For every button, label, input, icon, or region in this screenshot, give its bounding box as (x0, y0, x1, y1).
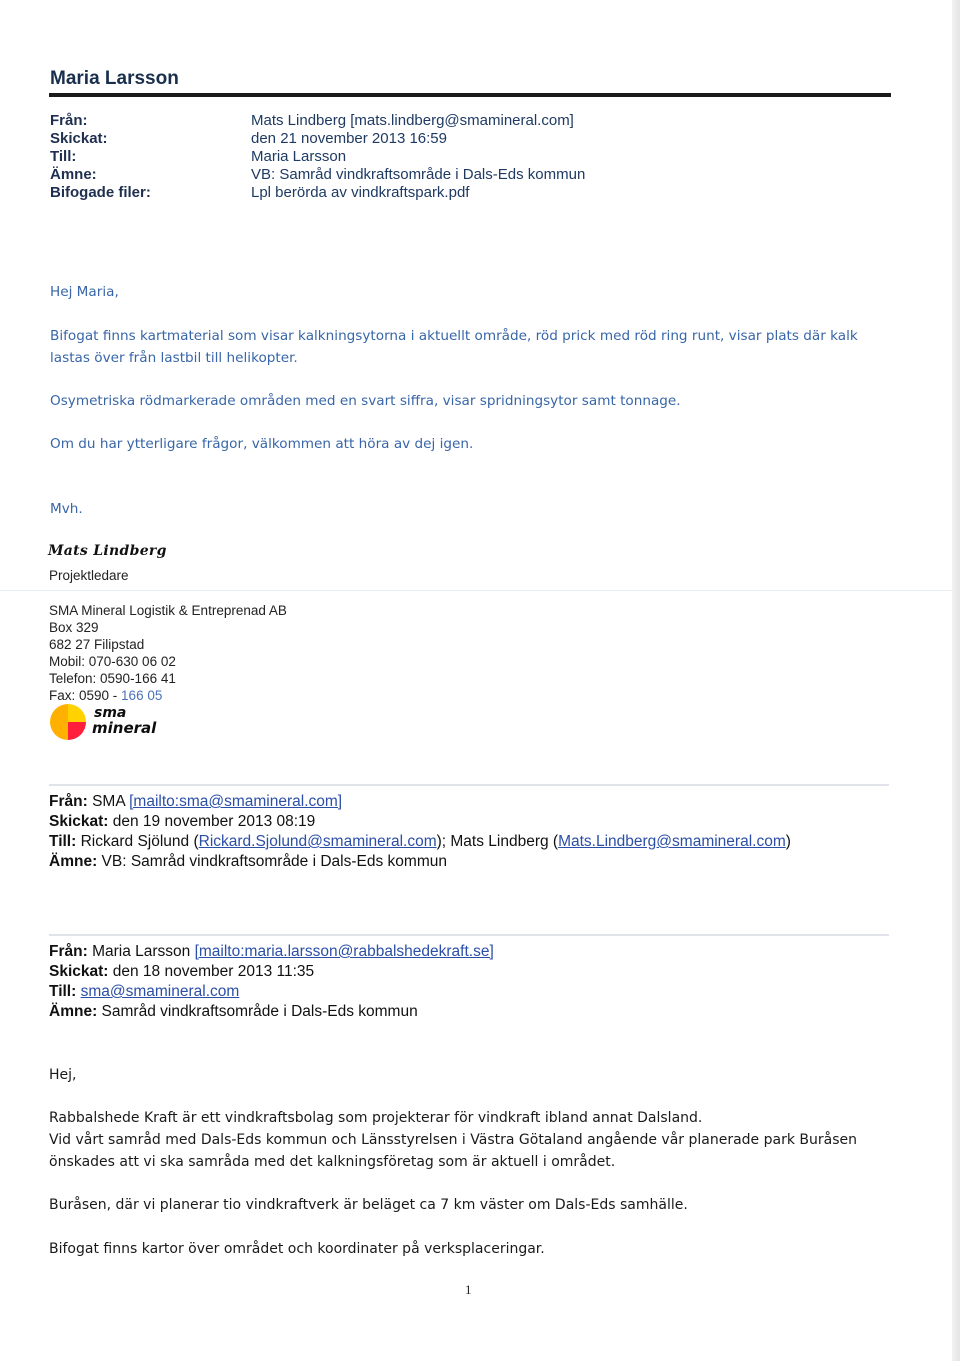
forward1-to-label: Till: (49, 833, 77, 850)
forward2-sent-value: den 18 november 2013 11:35 (112, 963, 315, 980)
subject-label: Ämne: (50, 166, 97, 183)
forward2-sent (49, 962, 494, 982)
message-paragraph-1: Bifogat finns kartmaterial som visar kalkningsytorna i aktuellt område, röd prick med röd ring runt, visar plats där kalk lastas över från lastbil till helikopter. (50, 328, 858, 366)
forward-separator-2 (49, 934, 889, 936)
forward-separator-1 (49, 784, 889, 786)
page-edge-shadow (952, 0, 960, 1361)
logo-circle-icon (50, 704, 86, 740)
forward1-subject-value: VB: Samråd vindkraftsområde i Dals-Eds kommun (101, 853, 447, 870)
message-greeting: Hej Maria, (50, 284, 119, 300)
logo-wordmark (92, 706, 156, 736)
mailbox-owner-name: Maria Larsson (50, 68, 179, 89)
header-to-row (50, 148, 585, 166)
forward2-subject (49, 1002, 494, 1022)
company-box: Box 329 (49, 620, 99, 635)
from-label: Från: (50, 112, 88, 129)
fax-number: 166 05 (121, 688, 163, 703)
from-value: Mats Lindberg [mats.lindberg@smamineral.com] (251, 112, 574, 129)
forward2-subject-value: Samråd vindkraftsområde i Dals-Eds kommun (101, 1003, 418, 1020)
forward1-to-link2[interactable]: Mats.Lindberg@smamineral.com (558, 833, 786, 850)
forward1-subject (49, 852, 791, 872)
subject-value: VB: Samråd vindkraftsområde i Dals-Eds kommun (251, 166, 586, 183)
header-sent-row (50, 130, 585, 148)
message-paragraph-2: Osymetriska rödmarkerade områden med en svart siffra, visar spridningsytor samt tonnage. (50, 393, 681, 409)
forward1-to (49, 832, 791, 852)
attachments-label: Bifogade filer: (50, 184, 151, 201)
header-rule (49, 93, 891, 97)
forward1-from-label: Från: (49, 793, 88, 810)
original-paragraph-1 (49, 1107, 899, 1173)
forward1-sent-value: den 19 november 2013 08:19 (112, 813, 316, 830)
forward2-to (49, 982, 494, 1002)
forward1-from (49, 792, 791, 812)
forward1-header (49, 792, 791, 872)
faint-divider (0, 590, 952, 591)
company-block (49, 602, 287, 704)
attachment-file[interactable]: Lpl berörda av vindkraftspark.pdf (251, 184, 470, 201)
company-name: SMA Mineral Logistik & Entreprenad AB (49, 603, 287, 618)
signature-handwritten-name: Mats Lindberg (48, 543, 167, 559)
forward2-to-link[interactable]: sma@smamineral.com (80, 983, 240, 1000)
sma-mineral-logo (50, 704, 180, 742)
forward2-subject-label: Ämne: (49, 1003, 98, 1020)
message-closing: Mvh. (50, 501, 83, 517)
forward2-sent-label: Skickat: (49, 963, 109, 980)
logo-line-2: mineral (92, 719, 157, 737)
original-line-2: Vid vårt samråd med Dals-Eds kommun och Länsstyrelsen i Västra Götaland angående vår planerade park Buråsen (49, 1132, 857, 1148)
forward2-header (49, 942, 494, 1022)
sent-value: den 21 november 2013 16:59 (251, 130, 447, 147)
forward1-to-name1: Rickard Sjölund ( (80, 833, 199, 850)
email-header (50, 112, 585, 202)
forward2-from (49, 942, 494, 962)
original-paragraph-2: Buråsen, där vi planerar tio vindkraftverk är beläget ca 7 km väster om Dals-Eds samhälle. (49, 1197, 688, 1213)
forward1-sent-label: Skickat: (49, 813, 109, 830)
signature-title: Projektledare (49, 568, 129, 583)
company-city: 682 27 Filipstad (49, 637, 145, 652)
forward2-from-label: Från: (49, 943, 88, 960)
forward1-to-mid: ); Mats Lindberg ( (436, 833, 559, 850)
forward1-to-link1[interactable]: Rickard.Sjolund@smamineral.com (198, 833, 437, 850)
forward1-to-end: ) (785, 833, 791, 850)
page-number: 1 (465, 1282, 472, 1297)
message-paragraph-3: Om du har ytterligare frågor, välkommen att höra av dej igen. (50, 436, 474, 452)
to-label: Till: (50, 148, 77, 165)
forward1-subject-label: Ämne: (49, 853, 98, 870)
logo-line-1: sma (94, 705, 127, 721)
forward1-sent (49, 812, 791, 832)
fax-prefix: Fax: 0590 - (49, 688, 122, 703)
forward2-to-label: Till: (49, 983, 77, 1000)
header-attachments-row (50, 184, 585, 202)
original-paragraph-3: Bifogat finns kartor över området och koordinater på verksplaceringar. (49, 1241, 545, 1257)
forward2-from-name: Maria Larsson (92, 943, 195, 960)
to-value: Maria Larsson (251, 148, 347, 165)
header-from-row (50, 112, 585, 130)
original-line-3: önskades att vi ska samråda med det kalkningsföretag som är aktuell i området. (49, 1154, 616, 1170)
forward1-from-name: SMA (92, 793, 130, 810)
forward1-from-link[interactable]: [mailto:sma@smamineral.com] (129, 793, 343, 810)
original-line-1: Rabbalshede Kraft är ett vindkraftsbolag som projekterar för vindkraft ibland annat Dalsland. (49, 1110, 703, 1126)
company-phone: Telefon: 0590-166 41 (49, 671, 176, 686)
forward2-from-link[interactable]: [mailto:maria.larsson@rabbalshedekraft.se] (194, 943, 494, 960)
company-mobile: Mobil: 070-630 06 02 (49, 654, 176, 669)
original-greeting: Hej, (49, 1067, 77, 1083)
sent-label: Skickat: (50, 130, 108, 147)
header-subject-row (50, 166, 585, 184)
company-fax (49, 687, 287, 704)
